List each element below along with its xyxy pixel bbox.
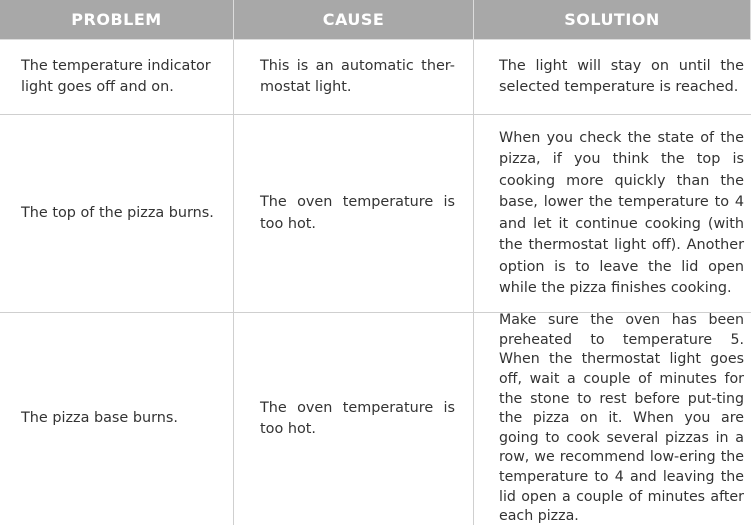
row-2-solution-text: When you check the state of the pizza, if you think the top is cooking more quickly than the base, lower the temperature to 4 and let it continue cooking (with the thermostat light off). Another option is to leave the lid open while the pizza finishes cooking. bbox=[499, 129, 744, 296]
row-1-solution bbox=[474, 40, 751, 115]
row-2-cause bbox=[234, 115, 474, 313]
row-3-problem bbox=[0, 313, 234, 525]
row-1-problem-text: The temperature indicator light goes off and on. bbox=[21, 57, 211, 95]
header-problem: PROBLEM bbox=[0, 0, 234, 40]
row-3-problem-text: The pizza base burns. bbox=[21, 410, 178, 427]
row-1-solution-text: The light will stay on until the selected temperature is reached. bbox=[499, 57, 744, 95]
row-2-problem bbox=[0, 115, 234, 313]
row-2-solution bbox=[474, 115, 751, 313]
row-2-cause-text: The oven temperature is too hot. bbox=[260, 194, 455, 232]
row-3-solution bbox=[474, 313, 751, 525]
row-1-problem bbox=[0, 40, 234, 115]
row-3-cause bbox=[234, 313, 474, 525]
header-solution: SOLUTION bbox=[474, 0, 751, 40]
header-cause: CAUSE bbox=[234, 0, 474, 40]
row-3-solution-text: Make sure the oven has been preheated to temperature 5. When the thermostat light goes off, wait a couple of minutes for the stone to rest before put-ting the pizza on it. When you are going to cook several pizzas in a row, we recommend low-ering the temperature to 4 and leaving the lid open a couple of minutes after each pizza. bbox=[499, 312, 744, 525]
row-3-cause-text: The oven temperature is too hot. bbox=[260, 399, 455, 437]
row-1-cause bbox=[234, 40, 474, 115]
row-1-cause-text: This is an automatic ther-mostat light. bbox=[260, 57, 455, 95]
row-2-problem-text: The top of the pizza burns. bbox=[21, 204, 214, 221]
